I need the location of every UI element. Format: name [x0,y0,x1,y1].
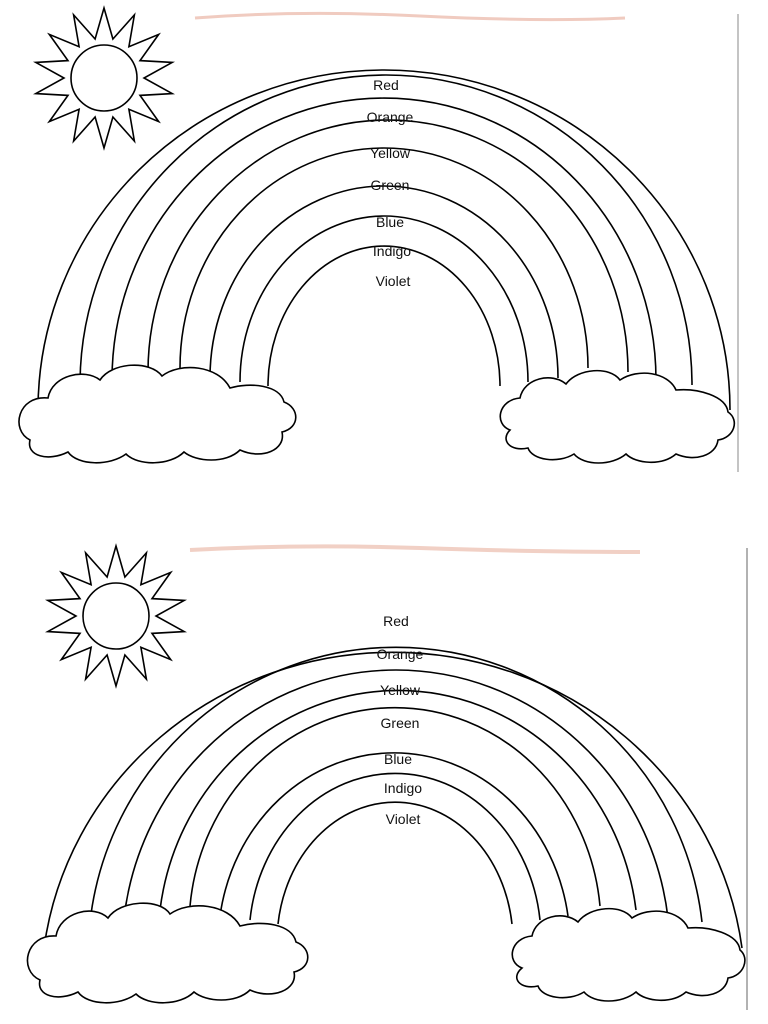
sun-icon [36,8,172,148]
worksheet-top [19,8,738,472]
band-label-orange: Orange [366,109,414,125]
band-label-violet: Violet [385,811,421,827]
band-label-green: Green [380,715,420,731]
worksheet-bottom [27,546,747,1010]
band-label-violet: Violet [375,273,411,289]
band-label-blue: Blue [375,214,405,230]
cloud-icon [27,903,307,1003]
rainbow-arc [240,216,528,382]
band-label-yellow: Yellow [370,145,410,161]
sun-icon [48,546,184,686]
band-label-red: Red [373,77,399,93]
cloud-icon [512,909,745,1001]
band-label-orange: Orange [376,646,424,662]
rainbow-arc [220,753,568,916]
band-label-red: Red [383,613,409,629]
cloud-icon [500,371,734,463]
band-label-yellow: Yellow [380,682,420,698]
cloud-icon [19,365,296,463]
band-label-blue: Blue [383,751,413,767]
title-cutoff-trace [190,546,640,552]
band-label-green: Green [370,177,410,193]
rainbow-arc [268,246,500,386]
band-label-indigo: Indigo [372,243,412,259]
band-label-indigo: Indigo [383,780,423,796]
